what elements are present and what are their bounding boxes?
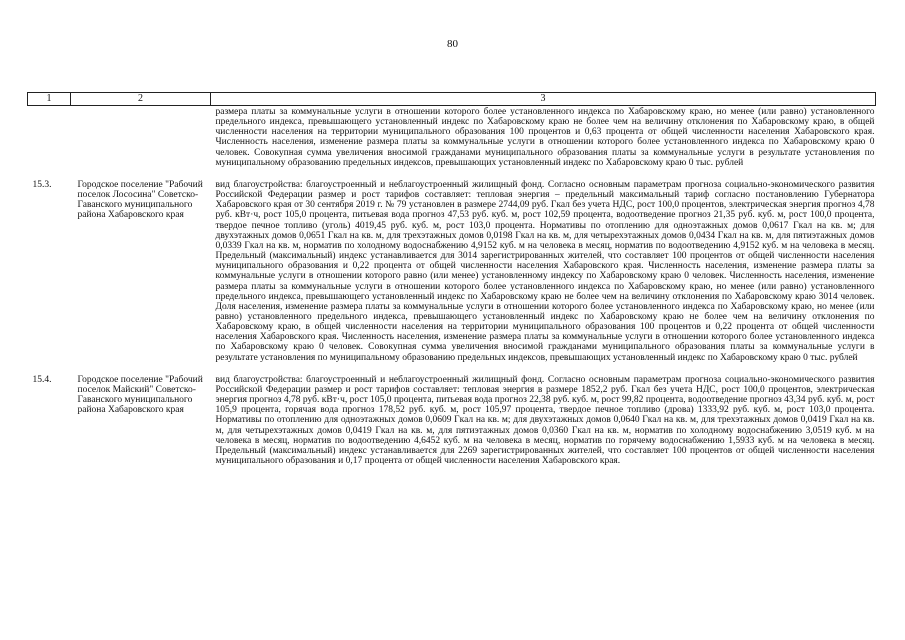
table-row <box>28 106 876 168</box>
row-description: вид благоустройства: благоустроенный и неблагоустроенный жилищный фонд. Согласно основным параметрам прогноза социально-экономического развития Российской Федерации размер и рост тарифов составляет: тепловая энергия в размере 1852,2 руб. Гкал без учета НДС, рост 100,0 процентов, электрическая энергия прогноз 4,78 руб. кВт·ч, рост 105,0 процента, питьевая вода прогноз 22,38 руб. куб. м, рост 99,82 процента, водоотведение прогноз 43,34 руб. куб. м, рост 105,9 процента, горячая вода прогноз 178,52 руб. куб. м, рост 105,97 процента, твердое печное топливо (дрова) 1333,92 руб. куб. м, рост 103,0 процента. Нормативы по отоплению для одноэтажных домов 0,0609 Гкал на кв. м; для двухэтажных домов 0,0640 Гкал на кв. м, для трехэтажных домов 0,0419 Гкал на кв. м, для четырехэтажных домов 0,0419 Гкал на кв. м, для пятиэтажных домов 0,0360 Гкал на кв. м, норматив по холодному водоснабжению 3,0519 куб. м на человека в месяц, норматив по водоотведению 4,6452 куб. м на человека в месяц, норматив по горячему водоснабжению 1,5933 куб. м на человека в месяц. Предельный (максимальный) индекс устанавливается для 2269 зарегистрированных жителей, что составляет 100 процентов от общей численности населения муниципального образования и 0,17 процента от общей численности населения Хабаровского края. <box>215 374 875 466</box>
page-number: 80 <box>447 38 458 50</box>
row-number: 15.3. <box>32 179 52 190</box>
row-description: вид благоустройства: благоустроенный и неблагоустроенный жилищный фонд. Согласно основным параметрам прогноза социально-экономического развития Российской Федерации размер и рост тарифов составляет: тепловая энергия – предельный максимальный тариф согласно постановлению Губернатора Хабаровского края от 30 сентября 2019 г. № 79 установлен в размере 2744,09 руб. Гкал без учета НДС, рост 100,0 процентов, электрическая энергия прогноз 4,78 руб. кВт·ч, рост 105,0 процента, питьевая вода прогноз 47,53 руб. куб. м, рост 102,59 процента, водоотведение прогноз 21,35 руб. куб. м, рост 100,0 процента, твердое печное топливо (уголь) 4019,45 руб. куб. м, рост 103,0 процента. Нормативы по отоплению для одноэтажных домов 0,0617 Гкал на кв. м; для двухэтажных домов 0,0651 Гкал на кв. м, для трехэтажных домов 0,0198 Гкал на кв. м, для четырехэтажных домов 0,0434 Гкал на кв. м, для пятиэтажных домов 0,0339 Гкал на кв. м, норматив по холодному водоснабжению 4,9152 куб. м на человека в месяц, норматив по водоотведению 4,9152 куб. м на человека в месяц. Предельный (максимальный) индекс устанавливается для 3014 зарегистрированных жителей, что составляет 100 процентов от общей численности населения муниципального образования и 0,22 процента от общей численности населения Хабаровского края. Численность населения, изменение размера платы за коммунальные услуги в отношении которого равно (или менее) установленному индексу по Хабаровскому краю 0 человек. Численность населения, изменение размера платы за коммунальные услуги в отношении которого более установленного индекса по Хабаровскому краю, но менее (или равно) установленного предельного индекса, превышающего установленный индекс по Хабаровскому краю не более чем на величину отклонения по Хабаровскому краю 3014 человек. Доля населения, изменение размера платы за коммунальные услуги в отношении которого более установленного индекса по Хабаровскому краю, но менее (или равно) установленного предельного индекса, превышающего установленный индекс по Хабаровскому краю не более чем на величину отклонения по Хабаровскому краю, в общей численности населения на территории муниципального образования 100 процентов и 0,22 процента от общей численности населения Хабаровского края. Численность населения, изменение размера платы за коммунальные услуги в отношении которого более установленного индекса по Хабаровскому краю 0 человек. Совокупная сумма увеличения вносимой гражданами муниципального образования платы за коммунальные услуги в результате установления по муниципальному образованию предельных индексов, превышающих установленный индекс по Хабаровскому краю 0 тыс. рублей <box>215 179 875 363</box>
municipality-name <box>71 106 211 168</box>
municipality-name: Городское поселение "Рабочий поселок Майский" Советско-Гаванского муниципального района Хабаровского края <box>77 374 203 416</box>
column-header-2: 2 <box>71 93 211 106</box>
row-number <box>28 106 71 168</box>
column-header-3: 3 <box>211 93 876 106</box>
municipality-name: Городское поселение "Рабочий поселок Лососина" Советско-Гаванского муниципального района Хабаровского края <box>77 179 203 221</box>
row-number: 15.4. <box>32 374 52 385</box>
row-spacer <box>28 363 876 375</box>
document-table <box>27 92 876 466</box>
table-row <box>28 180 876 363</box>
table-header-row <box>28 93 876 106</box>
row-spacer <box>28 168 876 180</box>
table-row <box>28 375 876 466</box>
column-header-1: 1 <box>28 93 71 106</box>
row-description: размера платы за коммунальные услуги в отношении которого более установленного индекса по Хабаровскому краю, но менее (или равно) установленного предельного индекса, превышающего установленный индекс по Хабаровскому краю не более чем на величину отклонения по Хабаровскому краю, в общей численности населения на территории муниципального образования 100 процентов и 0,63 процента от общей численности населения Хабаровского края. Численность населения, изменение размера платы за коммунальные услуги в отношении которого более установленного индекса по Хабаровскому краю 0 человек. Совокупная сумма увеличения вносимой гражданами муниципального образования платы за коммунальные услуги в результате установления по муниципальному образованию предельных индексов, превышающих установленный индекс по Хабаровскому краю 0 тыс. рублей <box>215 107 875 168</box>
